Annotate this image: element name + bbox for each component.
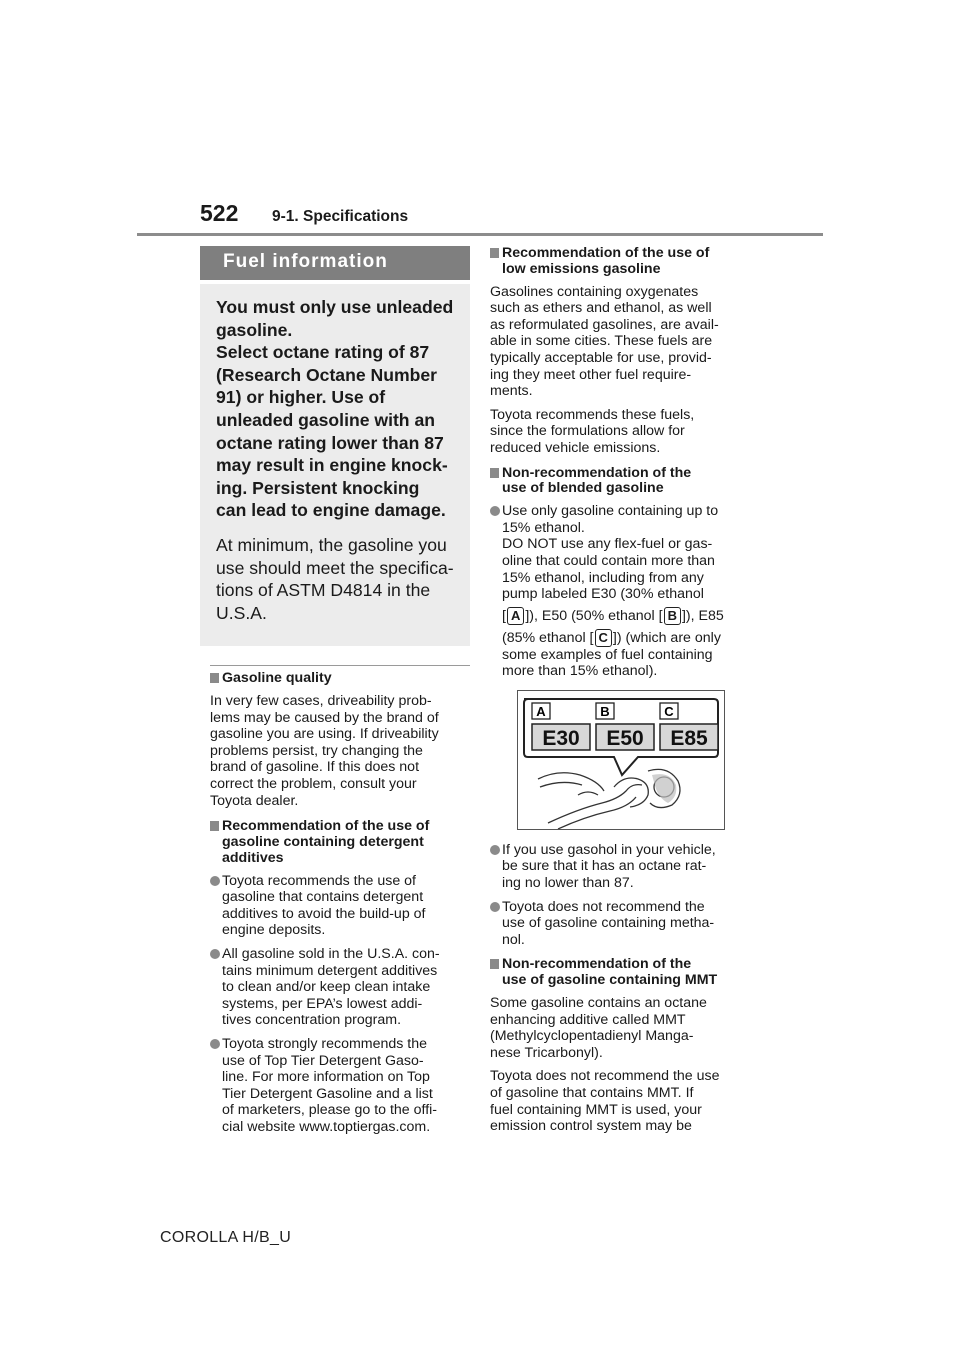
circle-bullet-icon bbox=[490, 902, 500, 912]
right-column bbox=[490, 246, 755, 1142]
detergent-heading: Recommendation of the use of gasoline containing detergent additives bbox=[210, 819, 470, 866]
page-number: 522 bbox=[200, 200, 239, 226]
svg-text:C: C bbox=[664, 703, 674, 719]
fuel-info-heading: Fuel information bbox=[200, 246, 470, 280]
fuel-pump-labels-drawing bbox=[518, 691, 724, 829]
detergent-bullet-3: Toyota strongly recommends the use of Top Tier Detergent Gaso- line. For more information on Top Tier Detergent Gasoline and a list of marketers, please go to the offi- cial website www.toptiergas.com. bbox=[210, 1036, 470, 1136]
fuel-info-standard: At minimum, the gasoline you use should meet the specifica- tions of ASTM D4814 in the U.S.A. bbox=[216, 534, 454, 623]
tag-a bbox=[532, 703, 550, 719]
label-c-badge: C bbox=[595, 629, 612, 647]
circle-bullet-icon bbox=[210, 949, 220, 959]
section-title: 9-1. Specifications bbox=[272, 208, 409, 225]
left-column bbox=[200, 246, 470, 1143]
square-bullet-icon bbox=[210, 673, 219, 683]
tag-c bbox=[660, 703, 678, 719]
label-b-badge: B bbox=[664, 607, 681, 625]
fuel-info-box bbox=[200, 284, 470, 646]
mmt-text-2: Toyota does not recommend the use of gasoline that contains MMT. If fuel containing MMT is used, your emission control system may be bbox=[490, 1068, 720, 1135]
blended-bullet-3: Toyota does not recommend the use of gasoline containing metha- nol. bbox=[490, 899, 755, 949]
fuel-pump-illustration bbox=[517, 690, 725, 830]
circle-bullet-icon bbox=[490, 845, 500, 855]
blended-heading: Non-recommendation of the use of blended gasoline bbox=[490, 466, 755, 498]
mmt-text-1: Some gasoline contains an octane enhancing additive called MMT (Methylcyclopentadienyl Manga- nese Tricarbonyl). bbox=[490, 995, 707, 1061]
header-rule bbox=[137, 233, 823, 236]
svg-text:A: A bbox=[536, 703, 546, 719]
label-e30 bbox=[532, 724, 590, 750]
svg-text:E50: E50 bbox=[606, 726, 644, 750]
square-bullet-icon bbox=[490, 959, 499, 969]
nozzle-shading bbox=[652, 774, 676, 803]
gasoline-quality-heading: Gasoline quality bbox=[210, 671, 470, 687]
detergent-bullet-1: Toyota recommends the use of gasoline that contains detergent additives to avoid the build-up of engine deposits. bbox=[210, 873, 470, 939]
low-emissions-heading: Recommendation of the use of low emissions gasoline bbox=[490, 246, 755, 278]
gasoline-quality-text: In very few cases, driveability prob- lems may be caused by the brand of gasoline you are using. If driveability problems persist, try changing the brand of gasoline. If this does not correct the problem, consult your Toyota dealer. bbox=[210, 693, 439, 809]
blended-bullet-2: If you use gasohol in your vehicle, be sure that it has an octane rat- ing no lower than 87. bbox=[490, 842, 755, 892]
low-emissions-text-1: Gasolines containing oxygenates such as ethers and ethanol, as well as reformulated gasolines, are avail- able in some cities. These fuels are typically acceptable for use, provid- ing they meet other fuel require- ments. bbox=[490, 283, 719, 400]
svg-text:B: B bbox=[600, 703, 610, 719]
fuel-info-warning: You must only use unleaded gasoline. Select octane rating of 87 (Research Octane Number 91) or higher. Use of unleaded gasoline with an octane rating lower than 87 may result in engine knock- ing. Persistent knocking can lead to engine damage. bbox=[216, 297, 454, 521]
square-bullet-icon bbox=[210, 821, 219, 831]
svg-text:E30: E30 bbox=[542, 726, 580, 750]
circle-bullet-icon bbox=[210, 1039, 220, 1049]
circle-bullet-icon bbox=[210, 876, 220, 886]
blended-bullet-1: Use only gasoline containing up to 15% ethanol. DO NOT use any flex-fuel or gas- oline that could contain more than 15% ethanol, including from any pump labeled E30 (30% ethanol [ A ]), E50 (50% ethanol [ B ]), E85 (85% ethanol [ C ]) (which are only some examples of fuel containing more than 15% ethanol). bbox=[490, 503, 755, 680]
tag-b bbox=[596, 703, 614, 719]
section-divider bbox=[210, 665, 470, 666]
label-a-badge: A bbox=[507, 607, 524, 625]
square-bullet-icon bbox=[490, 468, 499, 478]
label-e50 bbox=[596, 724, 654, 750]
svg-text:E85: E85 bbox=[670, 726, 708, 750]
detergent-bullet-2: All gasoline sold in the U.S.A. con- tains minimum detergent additives to clean and/or keep clean intake systems, per EPA’s lowest addi- tives concentration program. bbox=[210, 946, 470, 1029]
low-emissions-text-2: Toyota recommends these fuels, since the formulations allow for reduced vehicle emissions. bbox=[490, 406, 695, 456]
label-e85 bbox=[660, 724, 718, 750]
footer-model: COROLLA H/B_U bbox=[160, 1229, 292, 1246]
circle-bullet-icon bbox=[490, 506, 500, 516]
square-bullet-icon bbox=[490, 248, 499, 258]
mmt-heading: Non-recommendation of the use of gasoline containing MMT bbox=[490, 957, 755, 989]
